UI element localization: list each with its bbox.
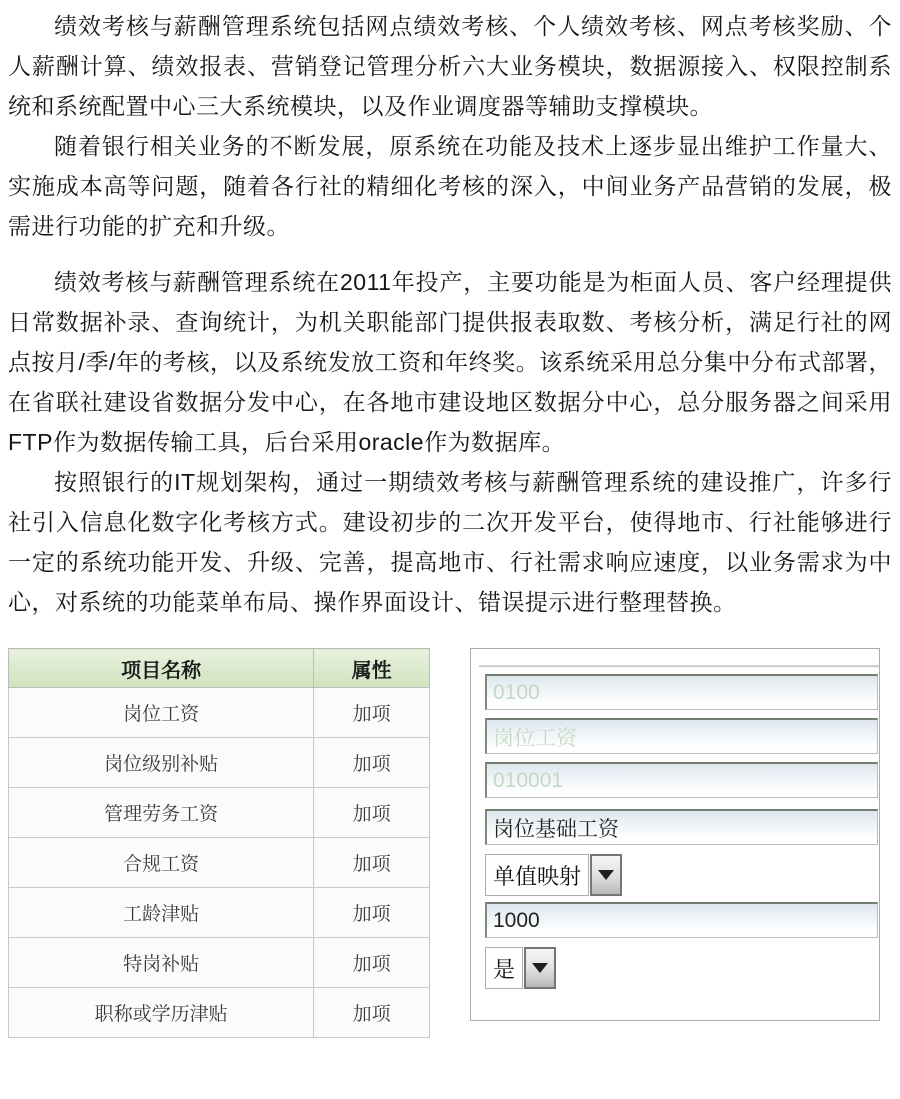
flag-value: 是	[485, 947, 523, 989]
mapping-type-dropdown-button[interactable]	[590, 854, 622, 896]
table-header-attribute: 属性	[314, 649, 430, 688]
project-name-cell: 职称或学历津贴	[9, 988, 314, 1038]
document-paragraph: 绩效考核与薪酬管理系统包括网点绩效考核、个人绩效考核、网点考核奖励、个人薪酬计算、绩效报表、营销登记管理分析六大业务模块，数据源接入、权限控制系统和系统配置中心三大系统模块，以及作业调度器等辅助支撑模块。	[8, 13, 892, 119]
project-name-cell: 工龄津贴	[9, 888, 314, 938]
project-name-cell: 合规工资	[9, 838, 314, 888]
table-row	[9, 888, 430, 938]
amount-input[interactable]	[485, 902, 878, 938]
project-name-cell: 特岗补贴	[9, 938, 314, 988]
flag-select[interactable]	[485, 947, 556, 989]
table-row	[9, 838, 430, 888]
project-name-cell: 岗位级别补贴	[9, 738, 314, 788]
attribute-cell: 加项	[314, 688, 430, 738]
mapping-type-select[interactable]	[485, 854, 622, 896]
table-row	[9, 738, 430, 788]
dropdown-arrow-icon	[532, 963, 548, 973]
salary-items-table	[8, 648, 430, 1038]
item-name-input	[485, 718, 878, 754]
panel-divider	[479, 665, 879, 668]
document-paragraph: 绩效考核与薪酬管理系统在2011年投产，主要功能是为柜面人员、客户经理提供日常数据补录、查询统计，为机关职能部门提供报表取数、考核分析，满足行社的网点按月/季/年的考核，以及系统发放工资和年终奖。该系统采用总分集中分布式部署，在省联社建设省数据分发中心，在各地市建设地区数据分中心，总分服务器之间采用FTP作为数据传输工具，后台采用oracle作为数据库。	[8, 269, 892, 455]
attribute-cell: 加项	[314, 988, 430, 1038]
attribute-cell: 加项	[314, 938, 430, 988]
subitem-name-input[interactable]	[485, 809, 878, 845]
item-edit-panel	[470, 648, 880, 1021]
attribute-cell: 加项	[314, 888, 430, 938]
project-name-cell: 管理劳务工资	[9, 788, 314, 838]
mapping-type-value: 单值映射	[485, 854, 589, 896]
dropdown-arrow-icon	[598, 870, 614, 880]
table-row	[9, 988, 430, 1038]
attribute-cell: 加项	[314, 738, 430, 788]
attribute-cell: 加项	[314, 788, 430, 838]
attribute-cell: 加项	[314, 838, 430, 888]
document-paragraph: 按照银行的IT规划架构，通过一期绩效考核与薪酬管理系统的建设推广，许多行社引入信息化数字化考核方式。建设初步的二次开发平台，使得地市、行社能够进行一定的系统功能开发、升级、完善，提高地市、行社需求响应速度，以业务需求为中心，对系统的功能菜单布局、操作界面设计、错误提示进行整理替换。	[8, 469, 892, 615]
document-paragraph: 随着银行相关业务的不断发展，原系统在功能及技术上逐步显出维护工作量大、实施成本高等问题，随着各行社的精细化考核的深入，中间业务产品营销的发展，极需进行功能的扩充和升级。	[8, 133, 892, 239]
flag-dropdown-button[interactable]	[524, 947, 556, 989]
table-header-project-name: 项目名称	[9, 649, 314, 688]
project-name-cell: 岗位工资	[9, 688, 314, 738]
table-row	[9, 938, 430, 988]
table-header-row	[9, 649, 430, 688]
code-input	[485, 674, 878, 710]
table-row	[9, 688, 430, 738]
subitem-code-input	[485, 762, 878, 798]
table-row	[9, 788, 430, 838]
figures-row	[0, 648, 900, 1038]
